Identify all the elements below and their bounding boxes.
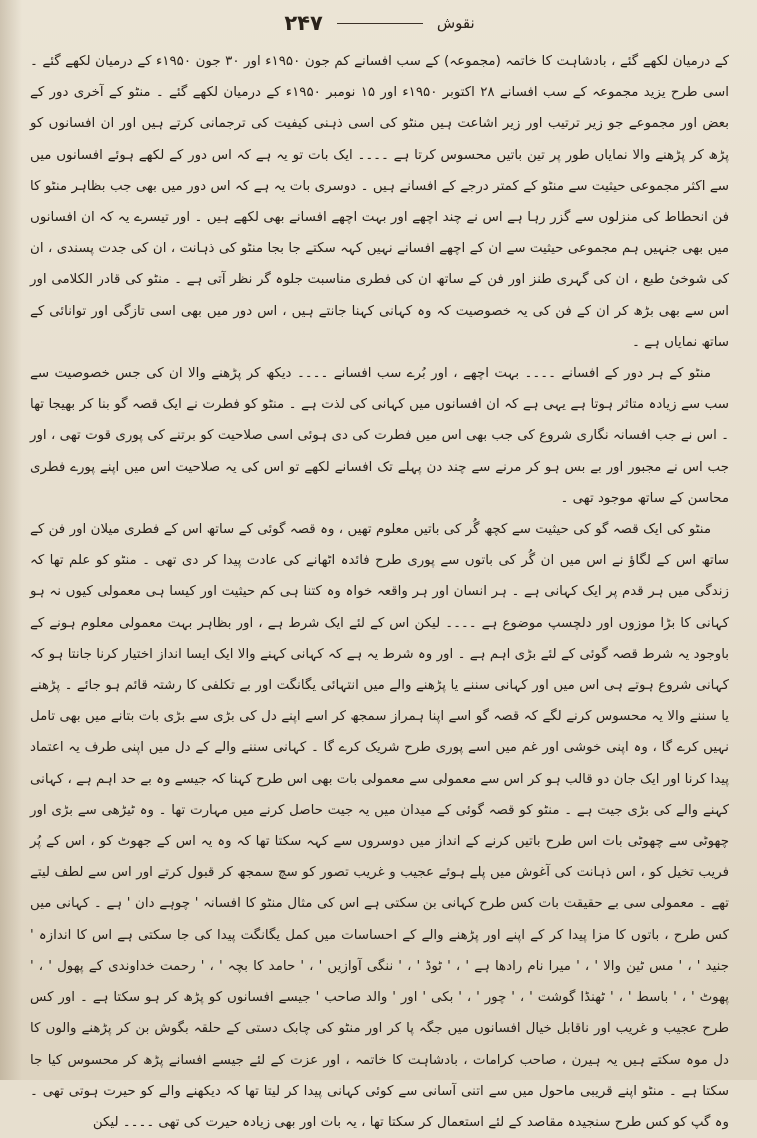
running-head: نقوش (436, 14, 475, 32)
paragraph-3: منٹو کی ایک قصہ گو کی حیثیت سے کچھ گُر کی باتیں معلوم تھیں ، وہ قصہ گوئی کے ساتھ اس کے فطری میلان اور فن کے ساتھ اس کے لگاؤ نے اس میں ان گُر کی باتوں سے پوری طرح فائدہ اٹھانے کی عادت پیدا کر دی تھی ۔ منٹو کو علم تھا کہ زندگی میں ہر قدم پر ایک کہانی ہے ۔ ہر انسان اور ہر واقعہ خواہ وہ کتنا ہی کم حیثیت اور کیسا ہی معمولی کیوں نہ ہو کہانی کا بڑا موزوں اور دلچسپ موضوع ہے ۔۔۔۔ لیکن اس کے لئے ایک شرط ہے ، اور بظاہر بہت معمولی معلوم ہونے کے باوجود یہ شرط قصہ گوئی کے لئے بڑی اہم ہے ۔ اور وہ شرط یہ ہے کہ کہانی کہنے والا ایک ایسا انداز اختیار کرنا جانتا ہو کہ کہانی شروع ہوتے ہی اس میں اور کہانی سننے یا پڑھنے والے میں انتہائی یگانگت اور بے تکلفی کا رشتہ قائم ہو جائے ۔ پڑھنے یا سننے والا یہ محسوس کرنے لگے کہ قصہ گو اسے اپنا ہمراز سمجھ کر اسے اپنے دل کی بڑی سے بڑی بات بتانے میں بھی تامل نہیں کرے گا ، وہ اپنی خوشی اور غم میں اسے پوری طرح شریک کرے گا ۔ کہانی سننے والے کے دل میں اپنی طرف یہ اعتماد پیدا کرنا اور ایک جان دو قالب ہو کر اس سے معمولی سے معمولی بات بھی اس طرح کہنا کہ جیسے وہ بے حد اہم ہے ، کہانی کہنے والے کی بڑی جیت ہے ۔ منٹو کو قصہ گوئی کے میدان میں یہ جیت حاصل کرنے میں مہارت تھا ۔ وہ ٹیڑھی سے بڑی اور چھوٹی سے چھوٹی بات اس طرح باتیں کرنے کے انداز میں دوسروں سے کہہ سکتا تھا کہ وہ یہ اس کے جھوٹ کو ، اس کے پُر فریب تخیل کو ، اس ذہانت کی آغوش میں پلے ہوئے عجیب و غریب تصور کو سچ سمجھ کر قبول کرتے اور اس سے لطف لیتے تھے ۔ معمولی سی بے حقیقت بات کس طرح کہانی بن سکتی ہے اس کی مثال منٹو کا افسانہ ' چوہے دان ' ہے ۔ کہانی میں کس طرح ، باتوں کا مزا پیدا کر کے اپنے اور پڑھنے والے کے احساسات میں کمل یگانگت پیدا کی جا سکتی ہے اس کا اندازہ ' جنید ' ، ' مس ٹین والا ' ، ' میرا نام رادھا ہے ' ، ' ٹوڈ ' ، ' ننگی آوازیں ' ، ' حامد کا بچہ ' ، ' رحمت خداوندی کے پھول ' ، ' پھوٹ ' ، ' باسط ' ، ' ٹھنڈا گوشت ' ، ' چور ' ، ' بکی ' اور ' والد صاحب ' جیسے افسانوں کو پڑھ کر ہو سکتا ہے ۔ اور کس طرح عجیب و غریب اور ناقابل خیال افسانوں میں جگہ پا کر اور منٹو کی چابک دستی کے حلقہ بگوش بن کر پڑھنے والوں کا دل موہ سکتے ہیں یہ ہیرن ، صاحب کرامات ، بادشاہت کا خاتمہ ، اور عزت کے لئے جیسے افسانے پڑھ کر محسوس کیا جا سکتا ہے ۔ منٹو اپنے قریبی ماحول میں سے اتنی آسانی سے کوئی کہانی پیدا کر لیتا تھا کہ دیکھنے والے کو حیرت ہوتی تھی ۔ وہ گپ کو کس طرح سنجیدہ مقاصد کے لئے استعمال کر سکتا تھا ، یہ بات اور بھی زیادہ حیرت کی تھی ۔۔۔۔ لیکن (30, 522, 729, 1130)
paragraph-2: منٹو کے ہر دور کے افسانے ۔۔۔۔ بہت اچھے ، اور بُرے سب افسانے ۔۔۔۔ دیکھ کر پڑھنے والا ان کی جس خصوصیت سے سب سے زیادہ متاثر ہوتا ہے یہی ہے کہ ان افسانوں میں کہانی کی لذت ہے ۔ منٹو کو فطرت نے ایک قصہ گو بنا کر بھیجا تھا ۔ اس نے جب افسانہ نگاری شروع کی جب بھی اس میں فطرت کی دی ہوئی اسی صلاحیت کو برتنے کی پوری قوت تھی ، اور جب اس نے مجبور اور بے بس ہو کر مرنے سے چند دن پہلے تک افسانے لکھے تو اس کی یہ صلاحیت اس میں اپنے پورے فطری محاسن کے ساتھ موجود تھی ۔ (30, 366, 729, 506)
paragraph-1: کے درمیان لکھے گئے ، بادشاہت کا خاتمہ (مجموعہ) کے سب افسانے کم جون ۱۹۵۰ء اور ۳۰ جون ۱۹۵۰ء کے درمیان لکھے گئے ۔ اسی طرح یزید مجموعہ کے سب افسانے ۲۸ اکتوبر ۱۹۵۰ء اور ۱۵ نومبر ۱۹۵۰ء کے درمیان لکھے گئے ۔ منٹو کے آخری دور کے بعض اور مجموعے جو زیر ترتیب اور زیر اشاعت ہیں منٹو کی اسی ذہنی کیفیت کی ترجمانی کرتے ہیں اور ان افسانوں کو پڑھ کر پڑھنے والا نمایاں طور پر تین باتیں محسوس کرتا ہے ۔۔۔۔ ایک بات تو یہ ہے کہ اس دور کے لکھے ہوئے افسانوں میں سے اکثر مجموعی حیثیت سے منٹو کے کمتر درجے کے افسانے ہیں ۔ دوسری بات یہ ہے کہ اس دور میں بھی جب بظاہر منٹو کا فن انحطاط کی منزلوں سے گزر رہا ہے اس نے چند اچھے اور بہت اچھے افسانے بھی لکھے ہیں ۔ اور تیسرے یہ کہ ان افسانوں میں بھی جنہیں ہم مجموعی حیثیت سے ان کے اچھے افسانے نہیں کہہ سکتے جا بجا منٹو کی ذہانت ، ان کی جدت پسندی ، ان کی شوخیٔ طبع ، ان کی گہری طنز اور فن کے ساتھ ان کی فطری مناسبت جلوہ گر نظر آتی ہے ۔ منٹو کی قادر الکلامی اور اس سے بھی بڑھ کر ان کے فن کی یہ خصوصیت کہ وہ کہانی کہنا جانتے ہیں ، اس دور میں بھی اسی تازگی اور توانائی کے ساتھ نمایاں ہے ۔ (30, 54, 730, 350)
page-header (30, 8, 729, 38)
header-rule (337, 23, 423, 24)
page-number: ۲۴۷ (284, 11, 323, 35)
body-text (30, 46, 730, 1130)
